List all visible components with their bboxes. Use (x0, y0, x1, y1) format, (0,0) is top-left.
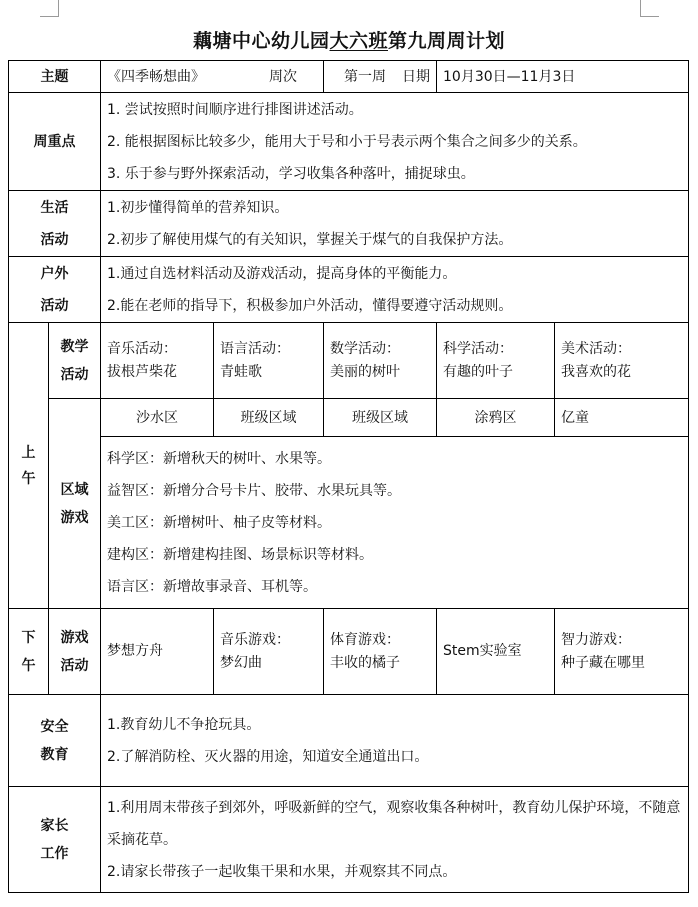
outdoor-activity-item: 2.能在老师的指导下，积极参加户外活动，懂得要遵守活动规则。 (107, 297, 513, 314)
label-line: 活动 (40, 297, 69, 314)
label-line: 工作 (40, 845, 69, 862)
area-detail-item: 美工区：新增树叶、柚子皮等材料。 (107, 514, 331, 531)
label-line: 活动 (60, 657, 89, 674)
teaching-cell (214, 323, 324, 399)
weekly-focus-label: 周重点 (9, 93, 101, 191)
area-detail-item: 语言区：新增故事录音、耳机等。 (107, 578, 317, 595)
game-name: 丰收的橘子 (330, 654, 400, 671)
area-detail-item: 建构区：新增建构挂图、场景标识等材料。 (107, 546, 373, 563)
area-game-label (49, 399, 101, 609)
safety-content (101, 695, 689, 787)
game-type: 梦想方舟 (107, 643, 163, 659)
parents-label (9, 787, 101, 893)
game-type: Stem实验室 (443, 643, 522, 659)
outdoor-activity-item: 1.通过自选材料活动及游戏活动，提高身体的平衡能力。 (107, 265, 457, 282)
life-activity-label (9, 191, 101, 257)
weekly-plan-table (8, 60, 689, 893)
game-cell (324, 609, 437, 695)
teaching-activity-label (49, 323, 101, 399)
parents-item: 2.请家长带孩子一起收集干果和水果，并观察其不同点。 (107, 863, 457, 880)
game-name: 梦幻曲 (220, 654, 262, 671)
activity-type: 语言活动： (220, 340, 290, 357)
safety-item: 1.教育幼儿不争抢玩具。 (107, 716, 261, 733)
theme-value (101, 61, 324, 93)
activity-name: 有趣的叶子 (443, 363, 513, 380)
game-name: 种子藏在哪里 (561, 654, 645, 671)
label-line: 活动 (40, 231, 69, 248)
weekly-focus-item: 3. 乐于参与野外探索活动，学习收集各种落叶，捕捉球虫。 (107, 165, 475, 182)
label-line: 游戏 (60, 509, 89, 526)
area-name: 班级区域 (324, 399, 437, 437)
afternoon-label (9, 609, 49, 695)
label-line: 教育 (40, 746, 69, 763)
safety-item: 2.了解消防栓、灭火器的用途，知道安全通道出口。 (107, 748, 429, 765)
crop-mark-top-right (640, 0, 659, 17)
label-line: 上 (21, 444, 36, 461)
label-line: 游戏 (60, 629, 89, 646)
week-label: 周次 (269, 68, 297, 85)
label-line: 下 (21, 629, 36, 646)
activity-type: 音乐活动： (107, 340, 177, 357)
area-names-row (9, 399, 689, 437)
activity-name: 我喜欢的花 (561, 363, 631, 380)
game-type: 智力游戏： (561, 631, 631, 648)
life-activity-item: 1.初步懂得简单的营养知识。 (107, 199, 289, 216)
header-row (9, 61, 689, 93)
label-line: 教学 (60, 338, 89, 355)
label-line: 区域 (60, 481, 89, 498)
teaching-cell (437, 323, 555, 399)
weekly-focus-row (9, 93, 689, 191)
game-cell (214, 609, 324, 695)
week-value-text: 第一周 (344, 68, 386, 85)
area-detail-item: 科学区：新增秋天的树叶、水果等。 (107, 450, 331, 467)
outdoor-activity-label (9, 257, 101, 323)
weekly-focus-content (101, 93, 689, 191)
life-activity-row (9, 191, 689, 257)
area-details-content (101, 437, 689, 609)
activity-type: 数学活动： (330, 340, 400, 357)
label-line: 午 (21, 657, 36, 674)
label-line: 户外 (40, 265, 69, 282)
game-cell (555, 609, 689, 695)
date-value: 10月30日—11月3日 (437, 61, 689, 93)
game-type: 体育游戏： (330, 631, 400, 648)
parents-row (9, 787, 689, 893)
activity-name: 拔根芦柴花 (107, 363, 177, 380)
game-cell (101, 609, 214, 695)
life-activity-content (101, 191, 689, 257)
afternoon-games-row (9, 609, 689, 695)
teaching-cell (324, 323, 437, 399)
outdoor-activity-content (101, 257, 689, 323)
weekly-focus-item: 1. 尝试按照时间顺序进行排图讲述活动。 (107, 101, 363, 118)
label-line: 午 (21, 470, 36, 487)
area-name: 班级区域 (214, 399, 324, 437)
safety-label (9, 695, 101, 787)
activity-type: 科学活动： (443, 340, 513, 357)
crop-mark-top-left (40, 0, 59, 17)
area-name: 亿童 (555, 399, 689, 437)
theme-label: 主题 (9, 61, 101, 93)
teaching-cell (555, 323, 689, 399)
title-class-name: 大六班 (329, 30, 388, 52)
area-detail-item: 益智区：新增分合号卡片、胶带、水果玩具等。 (107, 482, 401, 499)
afternoon-games-label (49, 609, 101, 695)
area-details-row (9, 437, 689, 609)
area-name: 沙水区 (101, 399, 214, 437)
morning-teaching-row (9, 323, 689, 399)
activity-type: 美术活动： (561, 340, 631, 357)
parents-content (101, 787, 689, 893)
game-type: 音乐游戏： (220, 631, 290, 648)
date-label: 日期 (402, 68, 430, 85)
page-title (0, 26, 698, 53)
life-activity-item: 2.初步了解使用煤气的有关知识，掌握关于煤气的自我保护方法。 (107, 231, 513, 248)
activity-name: 青蛙歌 (220, 363, 262, 380)
teaching-cell (101, 323, 214, 399)
title-prefix: 藕塘中心幼儿园 (192, 30, 330, 52)
safety-row (9, 695, 689, 787)
label-line: 活动 (60, 366, 89, 383)
title-suffix: 第九周周计划 (388, 30, 506, 52)
label-line: 生活 (40, 199, 69, 216)
morning-label (9, 323, 49, 609)
theme-value-text: 《四季畅想曲》 (107, 68, 205, 85)
game-cell (437, 609, 555, 695)
weekly-focus-item: 2. 能根据图标比较多少，能用大于号和小于号表示两个集合之间多少的关系。 (107, 133, 587, 150)
label-line: 安全 (40, 718, 69, 735)
parents-item: 1.利用周末带孩子到郊外，呼吸新鲜的空气，观察收集各种树叶，教育幼儿保护环境，不随意采摘花草。 (107, 799, 681, 848)
week-value (324, 61, 437, 93)
label-line: 家长 (40, 817, 69, 834)
activity-name: 美丽的树叶 (330, 363, 400, 380)
outdoor-activity-row (9, 257, 689, 323)
area-name: 涂鸦区 (437, 399, 555, 437)
